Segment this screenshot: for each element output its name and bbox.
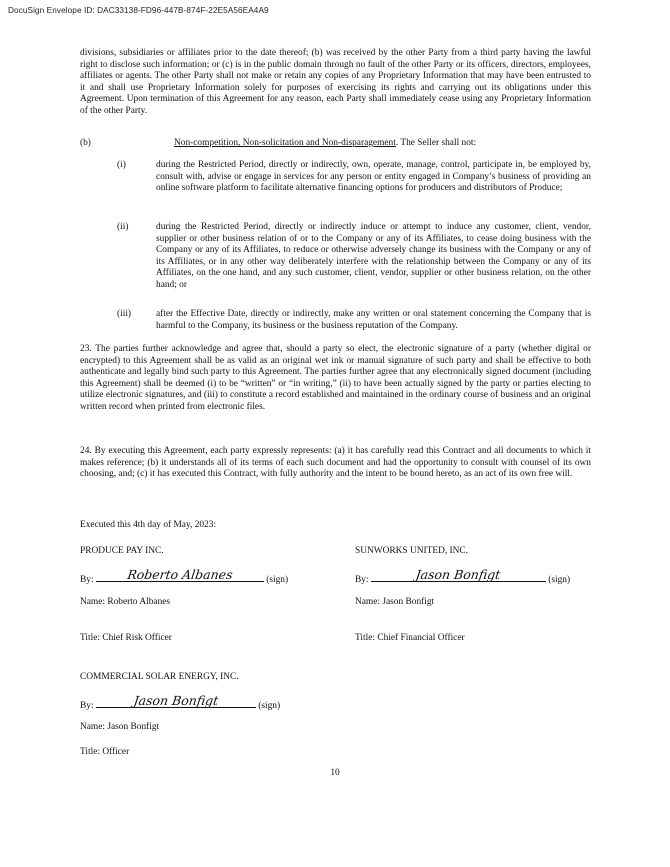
signature-field — [371, 567, 546, 583]
paragraph-23: 23. The parties further acknowledge and agree that, should a party so elect, the electronic signature of a party (whether digital or encrypted) to this Agreement shall be as valid as an original wet ink or manual signature of such party and shall be effective to both authenticate and legally bind such party to this Agreement. The parties further agree that any electronically signed document (including this Agreement) shall be deemed (i) to be “written” or “in writing,” (ii) to have been actually signed by the party or parties electing to utilize electronic signatures, and (iii) to constitute a record established and maintained in the ordinary course of business and an original written record when printed from electronic files. — [80, 344, 591, 412]
list-item-number: (iii) — [117, 309, 132, 319]
list-item-number: (ii) — [117, 222, 129, 232]
party-company: PRODUCE PAY INC. — [80, 546, 164, 556]
executed-date: Executed this 4th day of May, 2023: — [80, 520, 217, 530]
sign-label: (sign) — [548, 575, 571, 585]
section-b-heading — [174, 138, 476, 150]
by-label: By: — [80, 575, 94, 585]
signer-name: Name: Jason Bonfigt — [355, 597, 435, 607]
list-item-text: after the Effective Date, directly or indirectly, make any written or oral statement concerning the Company that is harmful to the Company, its business or the business reputation of the Company. — [156, 309, 591, 331]
sign-label: (sign) — [266, 575, 289, 585]
envelope-id: DocuSign Envelope ID: DAC33138-FD96-447B-874F-22E5A56EA4A9 — [8, 6, 269, 15]
signer-title: Title: Officer — [80, 747, 130, 757]
section-b-lead: . The Seller shall not: — [395, 138, 477, 148]
by-label: By: — [355, 575, 369, 585]
signature-field — [96, 693, 256, 709]
party-company: SUNWORKS UNITED, INC. — [355, 546, 469, 556]
signature-image: Jason Bonfigt — [415, 567, 502, 583]
signature-image: Jason Bonfigt — [132, 693, 220, 709]
list-item-number: (i) — [117, 160, 126, 170]
signature-line — [80, 693, 281, 713]
signature-field — [96, 567, 264, 583]
signer-name: Name: Roberto Albanes — [80, 597, 171, 607]
section-b-label: (b) — [80, 138, 91, 148]
sign-label: (sign) — [258, 701, 281, 711]
signature-line — [80, 567, 289, 587]
signer-title: Title: Chief Financial Officer — [355, 633, 465, 643]
signature-image: Roberto Albanes — [126, 567, 234, 583]
signature-line — [355, 567, 571, 587]
page-number: 10 — [330, 768, 340, 778]
list-item-text: during the Restricted Period, directly or indirectly induce or attempt to induce any customer, client, vendor, supplier or other business relation of or to the Company or any of its Affiliates, to cease doing business with the Company or any of its Affiliates, to reduce or otherwise adversely change its business with the Company or any of its Affiliates, or in any other way deliberately interfere with the relationship between the Company or any of its Affiliates, on the one hand, and any such customer, client, vendor, supplier or other business relation, on the other hand; or — [156, 222, 591, 290]
paragraph-24: 24. By executing this Agreement, each party expressly represents: (a) it has carefully read this Contract and all documents to which it makes reference; (b) it understands all of its terms of each such document and had the opportunity to consult with counsel of its own choosing, and; (c) it has executed this Contract, with fully authority and the intent to be bound hereto, as an act of its own free will. — [80, 446, 591, 480]
list-item-text: during the Restricted Period, directly or indirectly, own, operate, manage, control, participate in, be employed by, consult with, advise or engage in services for any person or entity engaged in Company’s business of providing an online software platform to facilitate alternative financing options for producers and distributors of Produce; — [156, 160, 591, 194]
by-label: By: — [80, 701, 94, 711]
party-company: COMMERCIAL SOLAR ENERGY, INC. — [80, 672, 239, 682]
carryover-paragraph: divisions, subsidiaries or affiliates prior to the date thereof; (b) was received by the other Party from a third party having the lawful right to disclose such information; or (c) is in the public domain through no fault of the other Party or its officers, directors, employees, affiliates or agents. The other Party shall not make or retain any copies of any Proprietary Information that may have been entrusted to it and shall use Proprietary Information solely for purposes of exercising its rights and carrying out its obligations under this Agreement. Upon termination of this Agreement for any reason, each Party shall immediately cease using any Proprietary Information of the other Party. — [80, 48, 591, 116]
signer-name: Name: Jason Bonfigt — [80, 722, 160, 732]
section-b-heading-title: Non-competition, Non-solicitation and Non-disparagement — [174, 138, 396, 148]
signer-title: Title: Chief Risk Officer — [80, 633, 172, 643]
